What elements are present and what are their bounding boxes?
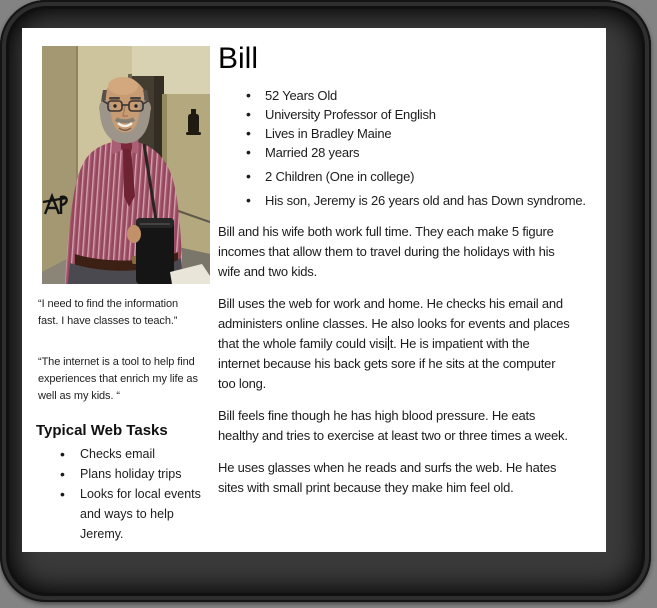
quote-line: “The internet is a tool to help find xyxy=(38,356,195,368)
fact-item: • Lives in Bradley Maine xyxy=(218,124,620,143)
quote-line: fast. I have classes to teach.” xyxy=(38,315,178,327)
web-task-item: • Plans holiday trips xyxy=(36,464,211,484)
paragraph-glasses: He uses glasses when he reads and surfs the web. He hates sites with small print because they make him feel old. xyxy=(218,460,557,495)
web-task-item: • Checks email xyxy=(36,444,211,464)
web-tasks-list xyxy=(36,444,211,544)
bill-photo-illustration xyxy=(42,46,210,284)
cursor-line-pre: that the whole family could visi xyxy=(218,336,388,351)
quote-line: well as my kids. “ xyxy=(38,390,120,402)
quote-line: experiences that enrich my life as xyxy=(38,373,198,385)
persona-details-column xyxy=(218,44,620,498)
paragraph-work-income: Bill and his wife both work full time. They each make 5 figure incomes that allow them to travel during the holidays with his wife and two kids. xyxy=(218,224,555,279)
fact-item: • Married 28 years xyxy=(218,143,620,162)
cursor-line-post: t. He is impatient with the xyxy=(389,336,530,351)
paragraph-health: Bill feels fine though he has high blood pressure. He eats healthy and tries to exercise at least two or three times a week. xyxy=(218,408,568,443)
web-task-item: • Looks for local events and ways to help Jeremy. xyxy=(36,484,211,544)
fact-item: • 52 Years Old xyxy=(218,86,620,105)
quote-1 xyxy=(38,296,233,330)
fact-item: • His son, Jeremy is 26 years old and has Down syndrome. xyxy=(218,191,620,210)
quote-line: “I need to find the information xyxy=(38,298,178,310)
web-tasks-heading: Typical Web Tasks xyxy=(36,422,168,439)
paragraph-web-usage: Bill uses the web for work and home. He checks his email and administers online classes. He also looks for events and places that the whole family could visi t. He is impatient with the internet because his back gets sore if he sits at the computer too long. xyxy=(218,296,570,391)
quote-2 xyxy=(38,354,233,405)
persona-name: Bill xyxy=(218,42,259,75)
fact-item: • University Professor of English xyxy=(218,105,620,124)
persona-document-page xyxy=(22,28,606,552)
bill-photo xyxy=(42,46,210,284)
facts-list xyxy=(218,86,620,210)
shoulder-bag xyxy=(136,218,174,284)
fact-item: • 2 Children (One in college) xyxy=(218,167,620,186)
